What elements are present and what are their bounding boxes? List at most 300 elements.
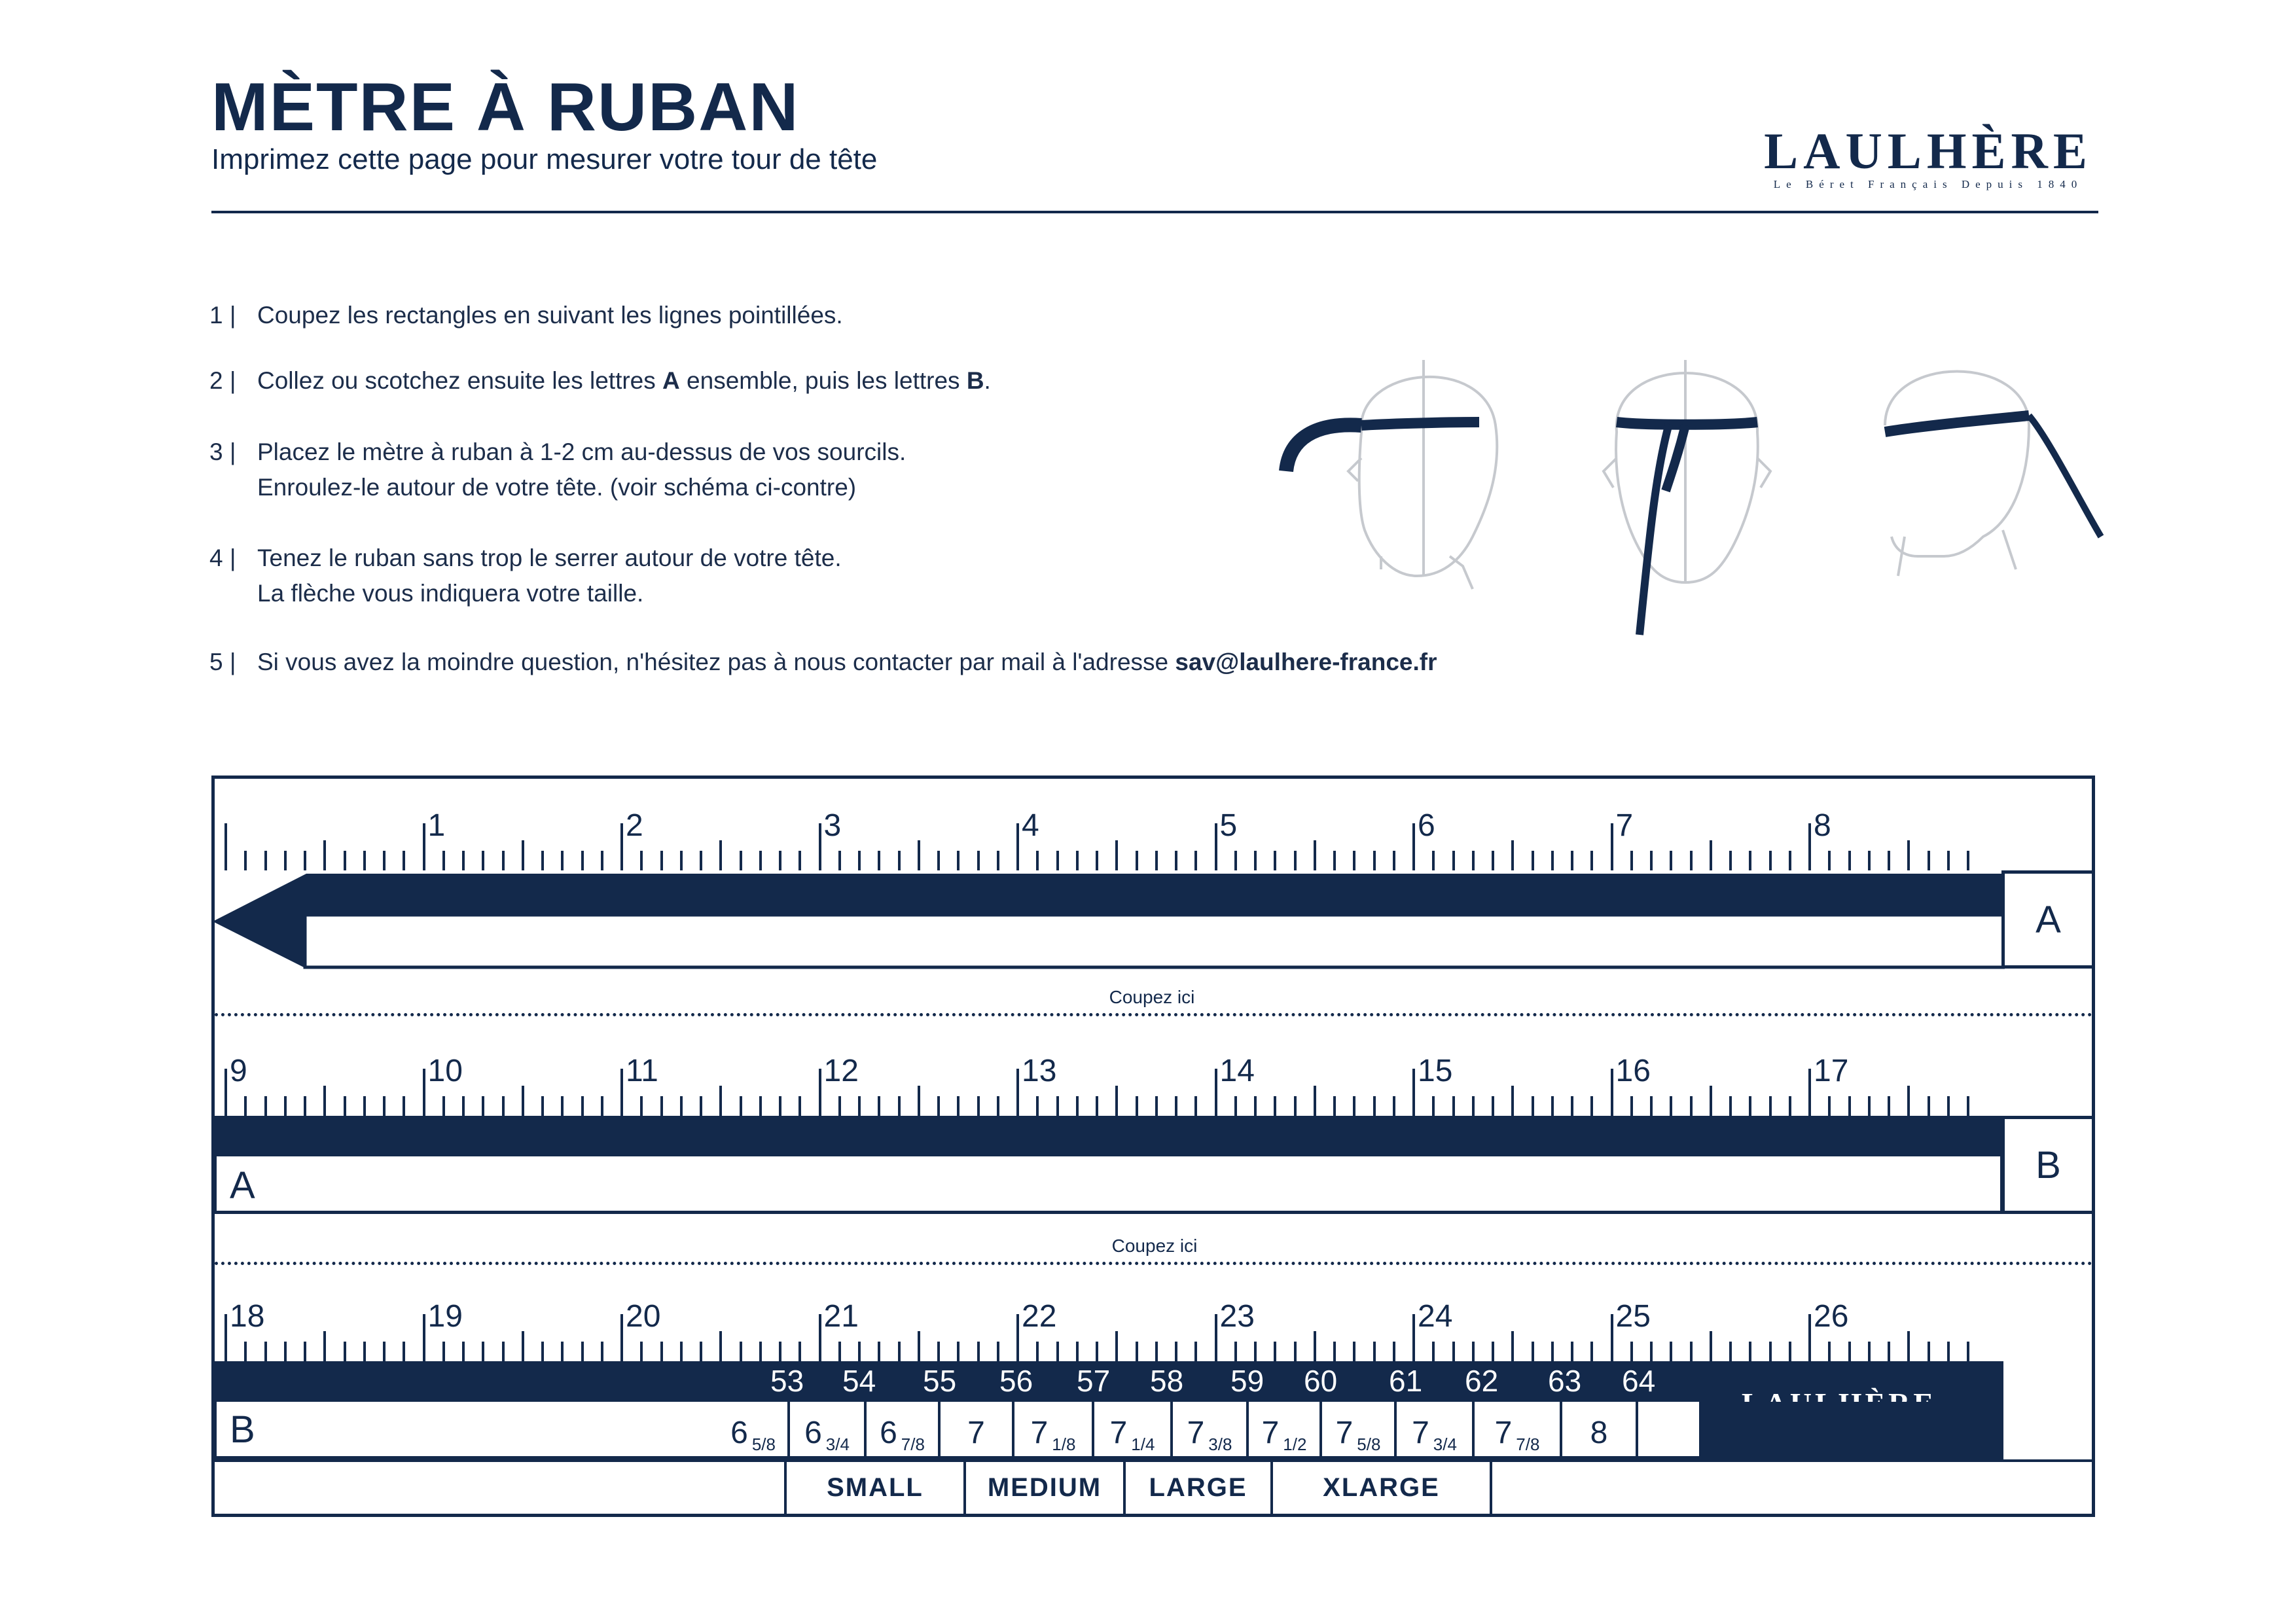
ruler-tick-mm <box>1769 851 1772 870</box>
hat-size-cell <box>1092 1402 1170 1456</box>
ruler-tick-cm <box>1611 823 1613 870</box>
ruler-tick-mm <box>1868 851 1871 870</box>
ruler-tick-cm <box>1016 823 1019 870</box>
ruler-tick-mm <box>878 1342 880 1361</box>
ruler-tick-mm <box>1333 1342 1336 1361</box>
ruler-tick-mm <box>383 1096 386 1116</box>
ruler-tick-cm <box>224 1314 227 1361</box>
ruler-tick-mm <box>997 1342 999 1361</box>
brand-name: LAULHÈRE <box>1764 122 2092 179</box>
ruler-tick-mm <box>1907 1086 1910 1116</box>
step-number: 2 | <box>209 367 236 394</box>
ruler-tick-mm <box>1353 1096 1355 1116</box>
ruler-tick-mm <box>1828 1342 1831 1361</box>
ruler-tick-mm <box>1076 1342 1079 1361</box>
ruler-tick-mm <box>1254 1096 1257 1116</box>
ruler-tick-mm <box>937 1096 940 1116</box>
ruler-tick-mm <box>838 1342 841 1361</box>
ruler-tick-cm <box>819 1069 821 1116</box>
ruler-tick-mm <box>264 1342 267 1361</box>
ruler-cm-label: 15 <box>1418 1054 1453 1088</box>
ruler-tick-mm <box>601 1096 603 1116</box>
ruler-cm-label: 8 <box>1814 808 1831 843</box>
ruler-tick-mm <box>700 1342 702 1361</box>
ruler-cm-label: 10 <box>427 1054 463 1088</box>
ruler-tick-mm <box>1452 1096 1455 1116</box>
ruler-cm-label: 17 <box>1814 1054 1849 1088</box>
ruler-tick-mm <box>1590 1096 1593 1116</box>
ruler-tick-mm <box>1868 1096 1871 1116</box>
ruler-tick-mm <box>522 840 524 870</box>
ruler-tick-mm <box>878 851 880 870</box>
hat-size-main: 7 <box>1187 1416 1205 1450</box>
ruler-tick-mm <box>1314 1331 1316 1361</box>
ruler-tick-mm <box>977 1342 980 1361</box>
head-measurement-illustration <box>1276 340 2121 648</box>
head-size-cm: 62 <box>1465 1364 1499 1398</box>
ruler-tick-mm <box>660 1096 663 1116</box>
ruler-tick-cm <box>819 823 821 870</box>
ruler-tick-mm <box>244 851 247 870</box>
ruler-tick-mm <box>1492 1342 1494 1361</box>
ruler-tick-cm <box>423 823 425 870</box>
ruler-tick-mm <box>1511 1086 1514 1116</box>
step-text: Si vous avez la moindre question, n'hésitez pas à nous contacter par mail à l'adresse sav@laulhere-france.fr <box>257 649 1437 675</box>
header-divider <box>211 211 2098 213</box>
ruler-tick-mm <box>1056 1096 1059 1116</box>
hat-size-fraction: 3/4 <box>1433 1435 1457 1454</box>
ruler-cm-label: 1 <box>427 808 446 843</box>
ruler-tick-mm <box>1492 851 1494 870</box>
ruler-tick-mm <box>403 851 405 870</box>
hat-size-cell <box>864 1402 938 1456</box>
ruler-tick-mm <box>1928 1096 1930 1116</box>
brand-logo <box>1761 122 2096 191</box>
head-size-cm: 58 <box>1150 1364 1184 1398</box>
ruler-tick-mm <box>1729 1342 1732 1361</box>
step-number: 4 | <box>209 544 236 571</box>
hat-size-cell <box>1472 1402 1560 1456</box>
ruler-tick-mm <box>1571 851 1573 870</box>
step-number: 1 | <box>209 302 236 329</box>
ruler-cm-label: 19 <box>427 1299 463 1334</box>
ruler-tick-mm <box>363 1096 366 1116</box>
ruler-tick-mm <box>977 1096 980 1116</box>
ruler-tick-mm <box>403 1342 405 1361</box>
hat-size-main: 7 <box>1109 1416 1128 1450</box>
support-email: sav@laulhere-france.fr <box>1175 649 1437 675</box>
ruler-tick-cm <box>224 1069 227 1116</box>
ruler-tick-mm <box>1749 1342 1751 1361</box>
ruler-tick-mm <box>284 851 287 870</box>
size-category-medium: MEDIUM <box>963 1462 1123 1514</box>
ruler-tick-mm <box>383 1342 386 1361</box>
ruler-tick-mm <box>1868 1342 1871 1361</box>
ruler-tick-mm <box>1789 1096 1791 1116</box>
ruler-cm-label: 7 <box>1615 808 1634 843</box>
ruler-tick-mm <box>858 1342 861 1361</box>
ruler-tick-cm <box>1611 1314 1613 1361</box>
size-category-large: LARGE <box>1123 1462 1270 1514</box>
ruler-tick-mm <box>779 851 781 870</box>
ruler-tick-mm <box>937 851 940 870</box>
ruler-tick-mm <box>1036 1096 1039 1116</box>
ruler-cm-label: 4 <box>1022 808 1039 843</box>
page-title: MÈTRE À RUBAN <box>211 69 800 145</box>
ruler-tick-mm <box>719 840 722 870</box>
ruler-tick-mm <box>1590 851 1593 870</box>
ruler-tick-mm <box>1532 1096 1534 1116</box>
ruler-tick-mm <box>1452 851 1455 870</box>
band-logo-block <box>1699 1402 2003 1459</box>
ruler-tick-mm <box>1432 1096 1435 1116</box>
ruler-tick-mm <box>1155 851 1158 870</box>
letter-a: A <box>230 1164 255 1207</box>
ruler-tick-mm <box>1432 851 1435 870</box>
ruler-tick-mm <box>1393 1096 1395 1116</box>
ruler-tick-mm <box>1650 1096 1653 1116</box>
ruler-tick-mm <box>740 1342 742 1361</box>
ruler-tick-cm <box>1215 1069 1217 1116</box>
ruler-tick-cm <box>1412 1069 1415 1116</box>
ruler-tick-cm <box>1215 1314 1217 1361</box>
ruler-tick-mm <box>1729 851 1732 870</box>
ruler-cm-label: 6 <box>1418 808 1435 843</box>
ruler-tick-mm <box>1076 1096 1079 1116</box>
ruler-tick-mm <box>344 1096 346 1116</box>
ruler-tick-mm <box>1828 1096 1831 1116</box>
hat-size-fraction: 3/8 <box>1208 1435 1232 1454</box>
ruler-tick-mm <box>1036 1342 1039 1361</box>
head-size-cm: 64 <box>1622 1364 1656 1398</box>
ruler-tick-mm <box>1096 1342 1098 1361</box>
ruler-tick-cm <box>819 1314 821 1361</box>
ruler-tick-mm <box>1194 851 1197 870</box>
ruler-tick-mm <box>601 851 603 870</box>
ruler-tick-mm <box>1967 851 1969 870</box>
ruler-tick-mm <box>264 1096 267 1116</box>
step-text: Placez le mètre à ruban à 1-2 cm au-dessus de vos sourcils. Enroulez-le autour de votre tête. (voir schéma ci-contre) <box>257 438 906 501</box>
letter-a: A <box>2036 898 2061 941</box>
ruler-tick-mm <box>1333 851 1336 870</box>
ruler-tick-mm <box>1571 1342 1573 1361</box>
ruler-tick-mm <box>1294 1096 1297 1116</box>
ruler-tick-mm <box>1056 1342 1059 1361</box>
ruler-tick-mm <box>779 1096 781 1116</box>
size-category-empty <box>1490 1462 1495 1514</box>
ruler-tick-mm <box>798 1096 801 1116</box>
ruler-cm-label: 5 <box>1219 808 1238 843</box>
ruler-tick-mm <box>1294 1342 1297 1361</box>
ruler-tick-mm <box>740 1096 742 1116</box>
size-category-row <box>213 1459 2093 1514</box>
ruler-cm-label: 16 <box>1615 1054 1651 1088</box>
ruler-tick-mm <box>482 851 484 870</box>
hat-size-main: 7 <box>1030 1416 1049 1450</box>
step-number: 5 | <box>209 649 236 675</box>
ruler-tick-mm <box>482 1342 484 1361</box>
step-text: Collez ou scotchez ensuite les lettres A ensemble, puis les lettres B. <box>257 367 991 394</box>
ruler-tick-mm <box>858 851 861 870</box>
ruler-tick-mm <box>1630 1096 1633 1116</box>
ruler-tick-mm <box>898 1096 901 1116</box>
ruler-tick-mm <box>403 1096 405 1116</box>
letter-box-b-right <box>2001 1116 2095 1214</box>
ruler-tick-mm <box>1729 1096 1732 1116</box>
ruler-cm-label: 24 <box>1418 1299 1453 1334</box>
ruler-tick-mm <box>997 851 999 870</box>
ruler-tick-mm <box>581 1096 584 1116</box>
hat-size-main: 7 <box>967 1416 985 1450</box>
ruler-cm-label: 20 <box>626 1299 661 1334</box>
ruler-tick-mm <box>1511 840 1514 870</box>
ruler-tick-cm <box>1412 1314 1415 1361</box>
ruler-tick-mm <box>284 1342 287 1361</box>
head-size-cm: 56 <box>999 1364 1033 1398</box>
ruler-tick-mm <box>1194 1342 1197 1361</box>
head-size-cm: 55 <box>923 1364 957 1398</box>
ruler-tick-mm <box>1155 1342 1158 1361</box>
ruler-tick-mm <box>798 1342 801 1361</box>
ruler-tick-mm <box>1848 851 1851 870</box>
ruler-tick-mm <box>304 851 306 870</box>
ruler-tick-mm <box>1967 1342 1969 1361</box>
ruler-tick-cm <box>423 1069 425 1116</box>
ruler-tick-mm <box>700 1096 702 1116</box>
cut-label-1: Coupez ici <box>1109 987 1195 1007</box>
ruler-tick-mm <box>323 1086 326 1116</box>
ruler-tick-mm <box>1314 1086 1316 1116</box>
ruler-tick-mm <box>244 1342 247 1361</box>
ruler-tick-mm <box>1769 1342 1772 1361</box>
hat-size-cell <box>1012 1402 1092 1456</box>
ruler-tick-mm <box>1590 1342 1593 1361</box>
ruler-tick-mm <box>1551 1342 1554 1361</box>
ruler-tick-mm <box>1967 1096 1969 1116</box>
ruler-tick-cm <box>1215 823 1217 870</box>
ruler-tick-mm <box>1710 1331 1712 1361</box>
ruler-tick-mm <box>798 851 801 870</box>
ruler-tick-mm <box>502 851 505 870</box>
ruler-cm-label: 2 <box>626 808 643 843</box>
letter-b: B <box>230 1408 255 1451</box>
cut-label-2: Coupez ici <box>1111 1236 1198 1256</box>
ruler-tick-mm <box>898 1342 901 1361</box>
ruler-cm-label: 23 <box>1219 1299 1255 1334</box>
step-number: 3 | <box>209 438 236 465</box>
head-size-cm: 59 <box>1230 1364 1265 1398</box>
ruler-tick-mm <box>561 851 564 870</box>
hat-size-cell <box>1560 1402 1636 1456</box>
ruler-tick-mm <box>561 1342 564 1361</box>
ruler-tick-mm <box>660 851 663 870</box>
ruler-tick-mm <box>918 1331 920 1361</box>
ruler-tick-mm <box>1115 840 1118 870</box>
ruler-tick-mm <box>1749 851 1751 870</box>
ruler-tick-mm <box>759 1342 762 1361</box>
ruler-tick-mm <box>997 1096 999 1116</box>
ruler-tick-mm <box>1670 1342 1672 1361</box>
hat-size-fraction: 3/4 <box>825 1435 850 1454</box>
ruler-tick-mm <box>1274 1342 1276 1361</box>
ruler-tick-mm <box>937 1342 940 1361</box>
ruler-tick-mm <box>1155 1096 1158 1116</box>
ruler-tick-cm <box>1412 823 1415 870</box>
ruler-tick-mm <box>858 1096 861 1116</box>
ruler-tick-mm <box>1670 851 1672 870</box>
ruler-tick-mm <box>1888 1096 1890 1116</box>
ruler-tick-cm <box>620 823 623 870</box>
letter-b: B <box>2036 1143 2061 1186</box>
ruler-tick-mm <box>1888 1342 1890 1361</box>
ruler-tick-mm <box>1452 1342 1455 1361</box>
ruler-tick-mm <box>1907 840 1910 870</box>
ruler-tick-mm <box>719 1331 722 1361</box>
ruler-tick-mm <box>878 1096 880 1116</box>
hat-size-cell <box>1394 1402 1472 1456</box>
ruler-tick-mm <box>1056 851 1059 870</box>
ruler-tick-mm <box>1115 1331 1118 1361</box>
ruler-tick-mm <box>640 1342 643 1361</box>
ruler-tick-mm <box>1096 1096 1098 1116</box>
ruler-tick-cm <box>423 1314 425 1361</box>
ruler-tick-mm <box>323 840 326 870</box>
head-size-cm: 60 <box>1304 1364 1338 1398</box>
ruler-cm-label: 14 <box>1219 1054 1255 1088</box>
ruler-tick-cm <box>1808 823 1811 870</box>
hat-size-main: 6 <box>880 1416 897 1450</box>
ruler-tick-mm <box>1650 851 1653 870</box>
cut-line-2 <box>215 1262 2093 1265</box>
ruler-tick-mm <box>779 1342 781 1361</box>
ruler-tick-cm <box>1016 1314 1019 1361</box>
hat-size-fraction: 1/8 <box>1052 1435 1076 1454</box>
hat-size-main: 7 <box>1335 1416 1354 1450</box>
ruler-tick-mm <box>541 1096 544 1116</box>
cut-line-1 <box>215 1013 2093 1016</box>
ruler-tick-cm <box>620 1069 623 1116</box>
ruler-tick-mm <box>660 1342 663 1361</box>
ruler-tick-mm <box>957 1342 960 1361</box>
brand-tagline: Le Béret Français Depuis 1840 <box>1773 178 2083 190</box>
ruler-tick-mm <box>918 1086 920 1116</box>
ruler-tick-mm <box>1571 1096 1573 1116</box>
ruler-tick-mm <box>957 851 960 870</box>
ruler-tick-cm <box>1611 1069 1613 1116</box>
ruler-tick-mm <box>462 851 465 870</box>
hat-size-main: 7 <box>1412 1416 1429 1450</box>
ruler-tick-mm <box>759 851 762 870</box>
ruler-tick-mm <box>1432 1342 1435 1361</box>
ruler-tick-mm <box>363 1342 366 1361</box>
ruler-tick-mm <box>1670 1096 1672 1116</box>
hat-size-cell <box>658 1402 787 1456</box>
ruler-tick-mm <box>304 1342 306 1361</box>
step-text: Tenez le ruban sans trop le serrer autour de votre tête. La flèche vous indiquera votre taille. <box>257 544 842 607</box>
ruler-tick-mm <box>640 1096 643 1116</box>
hat-size-cell <box>1319 1402 1394 1456</box>
hat-size-fraction: 1/4 <box>1131 1435 1155 1454</box>
hat-size-cell-empty <box>1636 1402 1702 1456</box>
ruler-tick-mm <box>363 851 366 870</box>
ruler-tick-mm <box>1630 851 1633 870</box>
ruler-cm-label: 11 <box>626 1054 658 1088</box>
hat-size-cell <box>1246 1402 1319 1456</box>
ruler-tick-mm <box>1690 1342 1693 1361</box>
ruler-cm-label: 22 <box>1022 1299 1057 1334</box>
head-size-cm: 61 <box>1389 1364 1423 1398</box>
ruler-tick-mm <box>719 1086 722 1116</box>
ruler-tick-mm <box>957 1096 960 1116</box>
ruler-tick-mm <box>1472 1096 1475 1116</box>
ruler-tick-mm <box>581 1342 584 1361</box>
ruler-tick-mm <box>1254 1342 1257 1361</box>
hat-size-cell <box>938 1402 1012 1456</box>
ruler-tick-mm <box>442 1096 445 1116</box>
ruler-tick-mm <box>323 1331 326 1361</box>
ruler-tick-mm <box>442 1342 445 1361</box>
ruler-tick-mm <box>1650 1342 1653 1361</box>
page-subtitle: Imprimez cette page pour mesurer votre tour de tête <box>211 143 878 175</box>
ruler-tick-mm <box>1234 1096 1237 1116</box>
ruler-cm-label: 9 <box>230 1054 247 1088</box>
ruler-tick-mm <box>1532 1342 1534 1361</box>
ruler-tick-mm <box>1492 1096 1494 1116</box>
ruler-tick-mm <box>383 851 386 870</box>
ruler-tick-mm <box>680 1096 683 1116</box>
ruler-tick-mm <box>1393 851 1395 870</box>
ruler-tick-mm <box>1947 851 1950 870</box>
ruler-tick-mm <box>1907 1331 1910 1361</box>
ruler-tick-mm <box>502 1342 505 1361</box>
ruler-tick-mm <box>640 851 643 870</box>
ruler-tick-mm <box>522 1086 524 1116</box>
ruler-tick-mm <box>1769 1096 1772 1116</box>
letter-box-a-right <box>2001 870 2095 969</box>
ruler-tick-mm <box>700 851 702 870</box>
head-size-cm: 53 <box>770 1364 804 1398</box>
ruler-tick-mm <box>1511 1331 1514 1361</box>
ruler-cm-label: 18 <box>230 1299 265 1334</box>
ruler-tick-mm <box>1749 1096 1751 1116</box>
head-size-cm: 54 <box>842 1364 876 1398</box>
ruler-tick-mm <box>1274 1096 1276 1116</box>
ruler-cm-label: 21 <box>823 1299 859 1334</box>
ruler-tick-mm <box>462 1096 465 1116</box>
ruler-tick-mm <box>1789 851 1791 870</box>
ruler-tick-cm <box>1808 1314 1811 1361</box>
ruler-tick-mm <box>1274 851 1276 870</box>
ruler-tick-mm <box>1532 851 1534 870</box>
hat-size-main: 7 <box>1494 1416 1513 1450</box>
ruler-tick-mm <box>601 1342 603 1361</box>
ruler-tick-mm <box>1888 851 1890 870</box>
ruler-tick-mm <box>1928 1342 1930 1361</box>
hat-size-main: 6 <box>730 1416 748 1450</box>
ruler-tick-mm <box>1175 1096 1177 1116</box>
ruler-tick-mm <box>1353 1342 1355 1361</box>
strip-2-tape <box>213 1156 2003 1214</box>
ruler-tick-mm <box>1789 1342 1791 1361</box>
ruler-tick-mm <box>1690 1096 1693 1116</box>
hat-size-cell <box>787 1402 864 1456</box>
ruler-tick-mm <box>1710 1086 1712 1116</box>
ruler-tick-mm <box>502 1096 505 1116</box>
hat-size-fraction: 1/2 <box>1283 1435 1307 1454</box>
ruler-tick-mm <box>344 1342 346 1361</box>
ruler-tick-mm <box>581 851 584 870</box>
hat-size-fraction: 7/8 <box>1516 1435 1540 1454</box>
